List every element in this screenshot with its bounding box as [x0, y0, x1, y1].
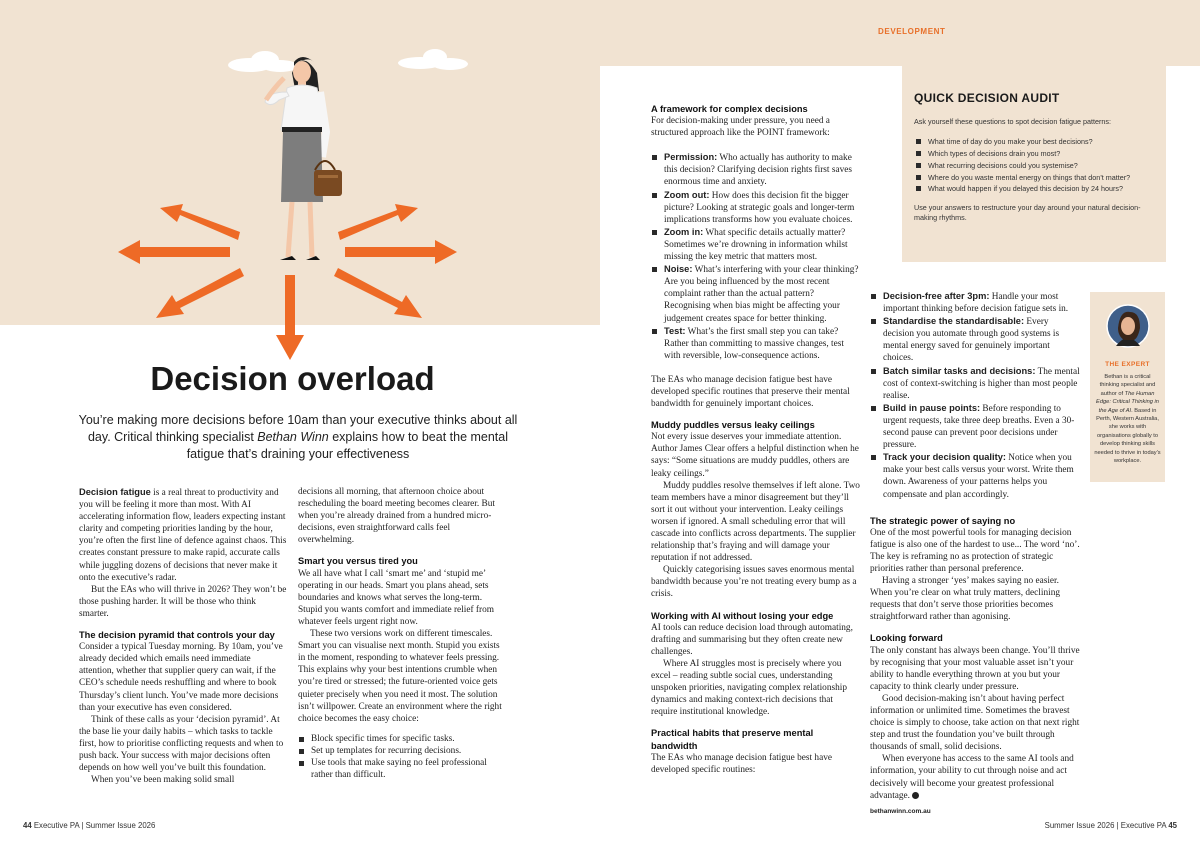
column-1 [79, 486, 287, 786]
list-item: Zoom in: What specific details actually matter? Sometimes we’re drowning in information whilst missing the key metric that matters most. [651, 226, 861, 263]
list-item: Where do you waste mental energy on things that don’t matter? [914, 172, 1153, 184]
expert-panel [1090, 292, 1165, 482]
list-item: Decision-free after 3pm: Handle your most important thinking before decision fatigue sets in. [870, 290, 1080, 315]
list-item: Test: What’s the first small step you can take? Rather than committing to massive changes, test with reversible, low-consequence actions. [651, 325, 861, 362]
expert-bio: Bethan is a critical thinking specialist and author of The Human Edge: Critical Thinking in the Age of AI. Based in Perth, Western Australia, she works with organisations globally to develop thinking skills needed to thrive in today’s workplace. [1094, 374, 1161, 465]
list-item: Standardise the standardisable: Every decision you automate through good systems is mental energy saved for genuinely important choices. [870, 315, 1080, 364]
subheading: The strategic power of saying no [870, 515, 1016, 526]
list-item: Block specific times for specific tasks. [298, 733, 506, 745]
list-item: Batch similar tasks and decisions: The mental cost of context-switching is higher than most people realise. [870, 365, 1080, 402]
list-item: Noise: What’s interfering with your clear thinking? Are you being influenced by the most recent complaint rather than the actual pattern? Recognising when bias might be affecting your judgement creates space for better thinking. [651, 263, 861, 324]
list-item: Build in pause points: Before responding to urgent requests, take three deep breaths. Even a 30-second pause can prevent poor decisions under pressure. [870, 402, 1080, 451]
subheading: Practical habits that preserve mental bandwidth [651, 728, 814, 751]
headline: Decision overload [150, 360, 435, 397]
question-list [914, 136, 1153, 195]
paragraph: These two versions work on different timescales. Smart you can visualise next month. Stupid you exists in the moment, responding to whatever feels pressing. This explains why your best intentions crumble when you’re tired or stressed; the future-oriented voice gets quieter precisely when you need it most. The solution isn’t willpower. Create an environment where the right choice becomes the easy choice: [298, 629, 502, 724]
paragraph: Decision fatigue is a real threat to productivity and you will be feeling it more than most. With AI accelerating information flow, leaders expecting instant clarity and competing priorities landing by the hour, you’re often the first line of defence against chaos. This creates constant pressure to make rapid, accurate calls while juggling dozens of decisions that never make it onto the executive’s radar. [79, 487, 287, 583]
paragraph: Muddy puddles resolve themselves if left alone. Two team members have a minor disagreement but they’ll sort it out without your intervention. Leaky ceilings worsen if ignored. A small scheduling error that will cascade into conflicts across departments. The supplier relationship that’s fraying and will damage your reputation if not addressed. [651, 480, 860, 564]
standfirst: You’re making more decisions before 10am than your executive thinks about all day. Critical thinking specialist Bethan Winn explains how to beat the mental fatigue that’s draining your effectiveness [78, 413, 518, 461]
expert-label: THE EXPERT [1105, 361, 1150, 368]
arrows-graphic [118, 204, 457, 360]
paragraph: When everyone has access to the same AI tools and information, your ability to cut through noise and act decisively will become your greatest professional advantage. [870, 754, 1074, 801]
paragraph: Where AI struggles most is precisely where you excel – reading subtle social cues, understanding unspoken priorities, navigating complex relationship dynamics and making context-rich decisions that require institutional knowledge. [651, 658, 847, 718]
point-framework-list [651, 151, 861, 362]
paragraph: decisions all morning, that afternoon choice about rescheduling the board meeting becomes clearer. But when you’re already drained from a hundred micro-decisions, even straightforward calls feel overwhelming. [298, 487, 495, 546]
habits-list [870, 290, 1080, 501]
list-item: What would happen if you delayed this decision by 24 hours? [914, 183, 1153, 195]
paragraph: Quickly categorising issues saves enormous mental bandwidth because you’re not treating every bump as a crisis. [651, 565, 857, 600]
paragraph: Good decision-making isn’t about having perfect information or unlimited time. Sometimes the bravest choice is simply to choose, take action on that next right step and trust the foundation you’ve built through thousands of small, solid decisions. [870, 693, 1080, 753]
list-item: Which types of decisions drain you most? [914, 148, 1153, 160]
woman-figure [265, 57, 342, 260]
subheading: Looking forward [870, 633, 943, 644]
subheading: Working with AI without losing your edge [651, 610, 834, 621]
section-label: DEVELOPMENT [878, 27, 946, 36]
subheading: Smart you versus tired you [298, 556, 418, 567]
box-intro: Ask yourself these questions to spot decision fatigue patterns: [914, 117, 1111, 126]
paragraph: We all have what I call ‘smart me’ and ‘stupid me’ operating in our heads. Smart you plans ahead, sets boundaries and knows what serves the long-term. Stupid you wants comfort and immediate relief from whatever feels urgent right now. [298, 568, 494, 627]
column-3 [651, 103, 861, 776]
list-item: What time of day do you make your best decisions? [914, 136, 1153, 148]
paragraph: When you’ve been making solid small [91, 775, 235, 786]
footer-left: 44 Executive PA | Summer Issue 2026 [23, 821, 156, 830]
page-number: 45 [1168, 821, 1177, 830]
page-number: 44 [23, 821, 32, 830]
list-item: Use tools that make saying no feel professional rather than difficult. [298, 757, 506, 781]
paragraph: The EAs who manage decision fatigue best have developed specific routines: [651, 752, 832, 775]
cloud-icon [228, 49, 468, 72]
list-item: Zoom out: How does this decision fit the bigger picture? Looking at strategic goals and longer-term implications transforms how you evaluate choices. [651, 189, 861, 226]
paragraph: Think of these calls as your ‘decision pyramid’. At the base lie your daily habits – which tasks to tackle first, how to prioritise conflicting requests and when to push back. Your success with major decisions often depends on how well you’ve built this foundation. [79, 714, 284, 774]
subheading: Muddy puddles versus leaky ceilings [651, 420, 815, 431]
paragraph: The EAs who manage decision fatigue best have developed specific routines that preserve their mental bandwidth for genuinely important choices. [651, 374, 850, 410]
author-website-link[interactable]: bethanwinn.com.au [870, 807, 931, 815]
paragraph: Consider a typical Tuesday morning. By 10am, you’ve already decided which emails need immediate attention, whether that supplier query can wait, if the CEO’s schedule needs reshuffling and where to book Thursday’s client lunch. You’ve made more decisions than your executive has even considered. [79, 642, 283, 713]
quick-decision-audit-box [902, 66, 1166, 262]
paragraph: One of the most powerful tools for managing decision fatigue is also one of the hardest to use... The word ‘no’. The key is reframing no as protection of strategic priorities rather than personal preference. [870, 527, 1080, 574]
paragraph: Having a stronger ‘yes’ makes saying no easier. When you’re clear on what truly matters, declining requests that don’t serve those priorities becomes straightforward rather than agonising. [870, 576, 1061, 623]
expert-avatar [1106, 304, 1150, 348]
list-item: What recurring decisions could you systemise? [914, 160, 1153, 172]
footer-right: Summer Issue 2026 | Executive PA 45 [1044, 821, 1177, 830]
box-outro: Use your answers to restructure your day around your natural decision-making rhythms. [914, 203, 1141, 223]
paragraph: But the EAs who will thrive in 2026? They won’t be those pushing harder. It will be those who think smarter. [79, 584, 287, 619]
subheading: The decision pyramid that controls your day [79, 630, 275, 641]
illustration-woman-with-arrows [0, 0, 600, 370]
end-mark-icon [912, 792, 919, 799]
list-item: Permission: Who actually has authority to make this decision? Clarifying decision rights first saves enormous time and anxiety. [651, 151, 861, 188]
list-item: Set up templates for recurring decisions. [298, 745, 506, 757]
paragraph: The only constant has always been change. You’ll thrive by recognising that your most valuable asset isn’t your ability to handle everything thrown at you but your capacity to think clearly under pressure. [870, 645, 1080, 692]
paragraph: For decision-making under pressure, you need a structured approach like the POINT framework: [651, 116, 830, 139]
column-4 [870, 290, 1080, 818]
bullet-list [298, 733, 506, 781]
paragraph: AI tools can reduce decision load through automating, drafting and summarising but they often create new challenges. [651, 622, 853, 657]
list-item: Track your decision quality: Notice when you make your best calls versus your worst. Write them down. Awareness of your patterns helps you compensate and plan accordingly. [870, 451, 1080, 500]
subheading: A framework for complex decisions [651, 104, 808, 114]
column-2 [298, 486, 506, 781]
box-title: QUICK DECISION AUDIT [914, 91, 1060, 105]
paragraph: Not every issue deserves your immediate attention. Author James Clear offers a helpful distinction when he says: “Some situations are muddy puddles, others are leaky ceilings.” [651, 432, 859, 479]
